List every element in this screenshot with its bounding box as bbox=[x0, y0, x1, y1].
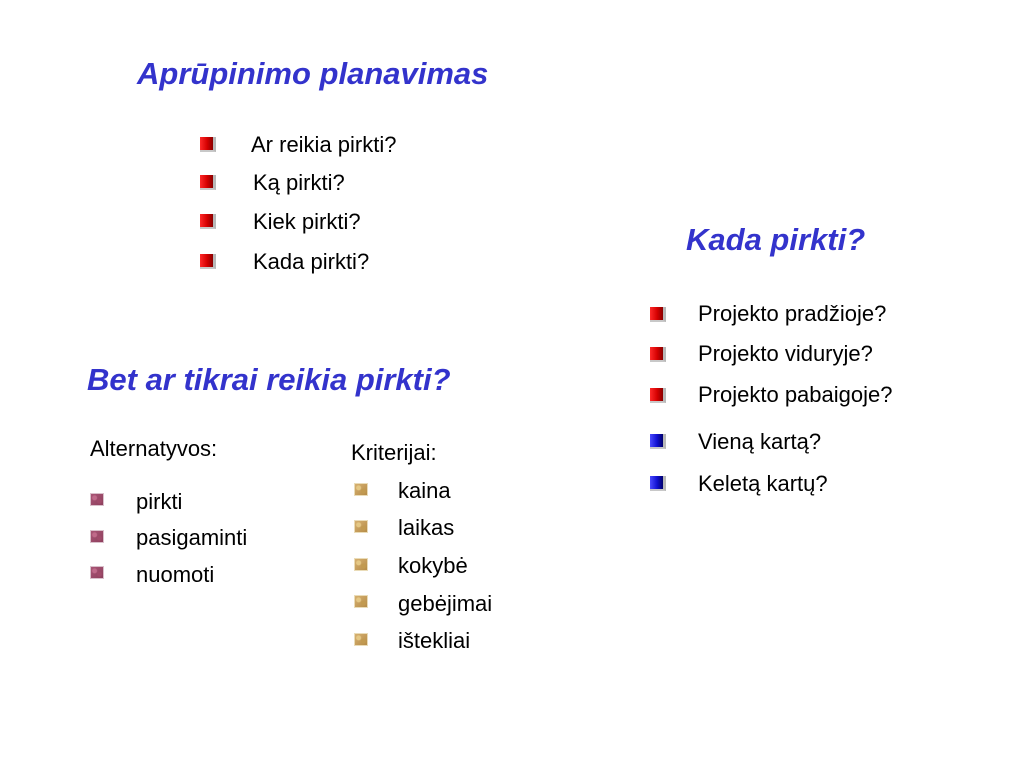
alternatives-label: Alternatyvos: bbox=[90, 436, 218, 461]
list-item-text: laikas bbox=[398, 515, 455, 540]
list-item-text: pirkti bbox=[136, 489, 183, 514]
list-item-text: Vieną kartą? bbox=[698, 429, 822, 454]
red-square-bullet-icon bbox=[200, 175, 216, 190]
criteria-label: Kriterijai: bbox=[351, 440, 437, 465]
red-square-bullet-icon bbox=[200, 214, 216, 229]
textured-square-bullet-icon bbox=[90, 493, 104, 506]
list-item-text: ištekliai bbox=[398, 628, 471, 653]
list-item-text: kokybė bbox=[398, 553, 468, 578]
blue-square-bullet-icon bbox=[650, 476, 666, 491]
red-square-bullet-icon bbox=[650, 307, 666, 322]
list-item-text: Ar reikia pirkti? bbox=[251, 132, 397, 157]
red-square-bullet-icon bbox=[650, 347, 666, 362]
list-item-text: Projekto pabaigoje? bbox=[698, 382, 893, 407]
red-square-bullet-icon bbox=[650, 388, 666, 403]
textured-square-bullet-icon bbox=[90, 566, 104, 579]
list-item-text: Kada pirkti? bbox=[253, 249, 370, 274]
list-item-text: kaina bbox=[398, 478, 451, 503]
textured-square-bullet-icon bbox=[354, 520, 368, 533]
list-item-text: nuomoti bbox=[136, 562, 215, 587]
list-item-text: Ką pirkti? bbox=[253, 170, 345, 195]
red-square-bullet-icon bbox=[200, 137, 216, 152]
list-item-text: Projekto viduryje? bbox=[698, 341, 873, 366]
textured-square-bullet-icon bbox=[90, 530, 104, 543]
title-supply-planning: Aprūpinimo planavimas bbox=[137, 56, 489, 91]
red-square-bullet-icon bbox=[200, 254, 216, 269]
textured-square-bullet-icon bbox=[354, 483, 368, 496]
list-item-text: Kiek pirkti? bbox=[253, 209, 361, 234]
list-item-text: gebėjimai bbox=[398, 591, 493, 616]
textured-square-bullet-icon bbox=[354, 633, 368, 646]
list-item-text: Keletą kartų? bbox=[698, 471, 828, 496]
list-item-text: Projekto pradžioje? bbox=[698, 301, 887, 326]
blue-square-bullet-icon bbox=[650, 434, 666, 449]
textured-square-bullet-icon bbox=[354, 558, 368, 571]
title-when-to-buy: Kada pirkti? bbox=[686, 222, 866, 257]
list-item-text: pasigaminti bbox=[136, 525, 248, 550]
title-really-need-to-buy: Bet ar tikrai reikia pirkti? bbox=[87, 362, 451, 397]
textured-square-bullet-icon bbox=[354, 595, 368, 608]
